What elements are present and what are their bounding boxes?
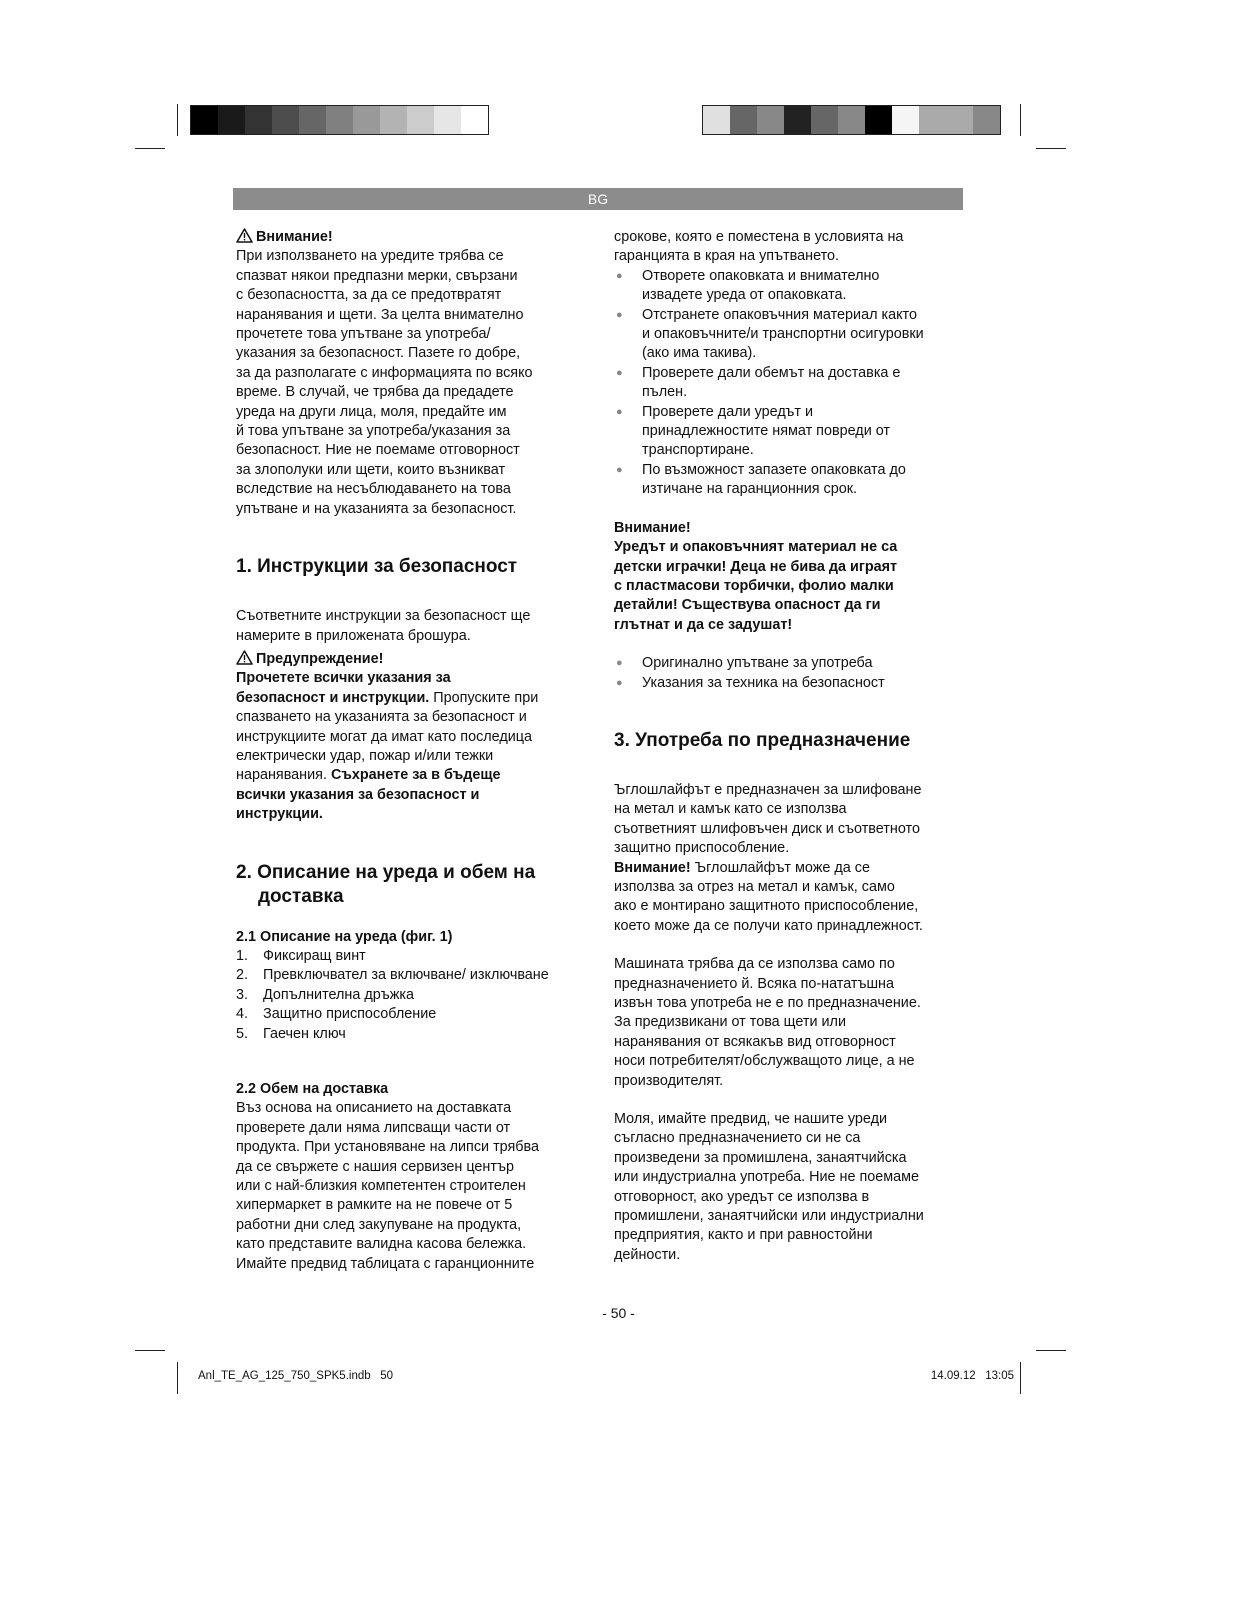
crop-mark <box>1020 1362 1021 1394</box>
crop-mark <box>135 1350 165 1351</box>
parts-list <box>236 947 591 1044</box>
commercial-use-text: Моля, имайте предвид, че нашите уреди съгласно предназначението си не са произведени за промишлена, занаятчийска или индустриална употреба. Ние не поемаме отговорност, ако уредът се използва в промишлени, занаятчийски или индустриални предприятия, както и при равностойни дейности. <box>614 1111 924 1263</box>
list-item: ● Отворете опаковката и внимателно извадете уреда от опаковката. <box>614 267 969 306</box>
section-1-heading: 1. Инструкции за безопасност <box>236 556 518 578</box>
list-item: ● Указания за техника на безопасност <box>614 674 969 693</box>
language-header <box>233 188 963 210</box>
color-calibration-bar-right <box>702 105 1001 135</box>
color-swatch <box>811 106 838 134</box>
caution-heading: Предупреждение! <box>236 650 591 669</box>
list-item: 2. Превключвател за включване/ изключване <box>236 967 549 984</box>
color-swatch <box>380 106 407 134</box>
bullet-icon: ● <box>616 463 623 476</box>
subsection-2-2-heading: 2.2 Обем на доставка <box>236 1081 389 1097</box>
list-item: 3. Допълнителна дръжка <box>236 986 415 1003</box>
crop-mark <box>1036 1350 1066 1351</box>
intended-use-text: Ъглошлайфът е предназначен за шлифоване на метал и камък като се използва съответният шлифовъчен диск и съответното защитно приспособление. Внимание! Ъглошлайфът може да се използва за отрез на метал и камък, само ако е монтирано защитното приспособление, което може да се получи като принадлежност. <box>614 781 923 934</box>
crop-mark <box>177 104 178 136</box>
list-item: ● По възможност запазете опаковката до изтичане на гаранционния срок. <box>614 461 969 500</box>
list-item: 4. Защитно приспособление <box>236 1006 437 1023</box>
color-swatch <box>245 106 272 134</box>
packaging-warning-text: Уредът и опаковъчният материал не са детски играчки! Деца не бива да играят с пластмасови торбички, фолио малки детайли! Съществува опасност да ги глътнат и да се задушат! <box>614 539 898 633</box>
color-swatch <box>272 106 299 134</box>
color-swatch <box>730 106 757 134</box>
caution-text: Прочетете всички указания за безопасност и инструкции. Пропуските при спазването на указанията за безопасност и инструкциите могат да имат като последица електрически удар, пожар и/или тежки наранявания. Съхранете за в бъдеще всички указания за безопасност и инструкции. <box>236 670 539 823</box>
warning-text: При използването на уредите трябва се спазват някои предпазни мерки, свързани с безопасността, за да се предотвратят наранявания и щети. За целта внимателно прочетете това упътване за употреба/ указания за безопасност. Пазете го добре, за да разполагате с информацията по всяко време. В случай, че трябва да предадете уреда на други лица, моля, предайте им й това упътване за употреба/указания за безопасност. Ние не поемаме отговорност за злополуки или щети, които възникват вследствие на несъблюдаването на това упътване и на указанията за безопасност. <box>236 248 533 517</box>
list-item: ● Проверете дали уредът и принадлежностите нямат повреди от транспортиране. <box>614 403 969 461</box>
language-code: BG <box>587 191 609 207</box>
list-item: ● Отстранете опаковъчния материал както и опаковъчните/и транспортни осигуровки (ако има такива). <box>614 306 969 364</box>
color-swatch <box>865 106 892 134</box>
color-swatch <box>838 106 865 134</box>
subsection-2-1-heading: 2.1 Описание на уреда (фиг. 1) <box>236 928 453 945</box>
delivery-text: Въз основа на описанието на доставката проверете дали няма липсващи части от продукта. При установяване на липси трябва да се свържете с нашия сервизен център или с най-близкия компетентен строителен хипермаркет в рамките на не повече от 5 работни дни след закупуване на продукта, като представите валидна касова бележка. Имайте предвид таблицата с гаранционните <box>236 1100 540 1272</box>
color-swatch <box>784 106 811 134</box>
page-number: - 50 - <box>602 1305 635 1321</box>
color-swatch <box>326 106 353 134</box>
color-swatch <box>973 106 1000 134</box>
color-swatch <box>353 106 380 134</box>
warning-triangle-icon <box>236 228 253 243</box>
packaging-warning-heading: Внимание! <box>614 519 691 536</box>
color-swatch <box>299 106 326 134</box>
color-swatch <box>892 106 919 134</box>
color-swatch <box>218 106 245 134</box>
print-timestamp: 14.09.12 13:05 <box>930 1370 1014 1382</box>
color-swatch <box>946 106 973 134</box>
warning-triangle-icon <box>236 650 253 665</box>
warning-heading: Внимание! <box>236 228 591 247</box>
file-slug: Anl_TE_AG_125_750_SPK5.indb 50 <box>198 1370 394 1382</box>
section-1-text: Съответните инструкции за безопасност ще <box>236 608 531 625</box>
color-swatch <box>434 106 461 134</box>
bullet-icon: ● <box>616 405 623 418</box>
color-swatch <box>191 106 218 134</box>
usage-restriction-text: Машината трябва да се използва само по предназначението й. Всяка по-нататъшна извън това употреба не е по предназначение. За предизвикани от това щети или наранявания от всякакъв вид отговорност носи потребителят/обслужващото лице, а не производителят. <box>614 956 921 1089</box>
bullet-icon: ● <box>616 308 623 321</box>
color-swatch <box>407 106 434 134</box>
crop-mark <box>1036 148 1066 149</box>
bullet-icon: ● <box>616 676 623 689</box>
color-swatch <box>919 106 946 134</box>
list-item: 1. Фиксиращ винт <box>236 947 366 964</box>
color-calibration-bar-left <box>190 105 489 135</box>
crop-mark <box>1020 104 1021 136</box>
color-swatch <box>703 106 730 134</box>
continued-text: срокове, която е поместена в условията на <box>614 229 904 245</box>
bullet-icon: ● <box>616 366 623 379</box>
color-swatch <box>461 106 488 134</box>
documents-list <box>614 654 969 693</box>
section-3-heading: 3. Употреба по предназначение <box>614 729 911 751</box>
right-column: срокове, която е поместена в условията на гаранцията в края на упътването. ● Отворете опаковката и внимателно извадете уреда от опаковката. ● Отстранете опаковъчния материал както и опаковъчните/и транспортни осигуровки (ако има такива). ● Проверете дали обемът на доставка е пълен. ● Проверете дали уредът и принадлежностите нямат повреди от транспортиране. ● По възможност запазете опаковката до изтичане на гаранционния срок. Внимание! Уредът и опаковъчният материал не са детски играчки! Деца не бива да играят с пластмасови торбички, фолио малки детайли! Съществува опасност да ги глътнат и да се задушат! ● Оригинално упътване за употреба ● Указания за техника на безопасност 3. Употреба по предназначение Ъглошлайфът е предназначен за шлифоване на метал и камък като се използва съответният шлифовъчен диск и съответното защитно приспособление. Внимание! Ъглошлайфът може да се използва за отрез на метал и камък, само ако е монтирано защитното приспособление, което може да се получи като принадлежност. Машината трябва да се използва само по предназначението й. Всяка по-нататъшна извън това употреба не е по предназначение. За предизвикани от това щети или наранявания от всякакъв вид отговорност носи потребителят/обслужващото лице, а не производителят. Моля, имайте предвид, че нашите уреди съгласно предназначението си не са произведени за промишлена, занаятчийска или индустриална употреба. Ние не поемаме отговорност, ако уредът се използва в промишлени, занаятчийски или индустриални предприятия, както и при равностойни дейности. <box>614 228 969 1265</box>
bullet-icon: ● <box>616 269 623 282</box>
section-2-heading: 2. Описание на уреда и обем на доставка <box>236 861 536 907</box>
color-swatch <box>757 106 784 134</box>
list-item: ● Оригинално упътване за употреба <box>614 654 969 673</box>
crop-mark <box>177 1362 178 1394</box>
unpacking-list <box>614 267 969 500</box>
bullet-icon: ● <box>616 657 623 670</box>
left-column: Внимание! При използването на уредите трябва се спазват някои предпазни мерки, свързани с безопасността, за да се предотвратят наранявания и щети. За целта внимателно прочетете това упътване за употреба/ указания за безопасност. Пазете го добре, за да разполагате с информацията по всяко време. В случай, че трябва да предадете уреда на други лица, моля, предайте им й това упътване за употреба/указания за безопасност. Ние не поемаме отговорност за злополуки или щети, които възникват вследствие на несъблюдаването на това упътване и на указанията за безопасност. 1. Инструкции за безопасност Съответните инструкции за безопасност ще намерите в приложената брошура. Предупреждение! Прочетете всички указания за безопасност и инструкции. Пропуските при спазването на указанията за безопасност и инструкциите могат да имат като последица електрически удар, пожар и/или тежки наранявания. Съхранете за в бъдеще всички указания за безопасност и инструкции. 2. Описание на уреда и обем на доставка 2.1 Описание на уреда (фиг. 1) 1. Фиксиращ винт 2. Превключвател за включване/ изключване 3. Допълнителна дръжка 4. Защитно приспособление 5. Гаечен ключ 2.2 Обем на доставка Въз основа на описанието на доставката проверете дали няма липсващи части от продукта. При установяване на липси трябва да се свържете с нашия сервизен център или с най-близкия компетентен строителен хипермаркет в рамките на не повече от 5 работни дни след закупуване на продукта, като представите валидна касова бележка. Имайте предвид таблицата с гаранционните <box>236 228 591 1274</box>
list-item: ● Проверете дали обемът на доставка е пълен. <box>614 364 969 403</box>
list-item: 5. Гаечен ключ <box>236 1025 346 1042</box>
crop-mark <box>135 148 165 149</box>
